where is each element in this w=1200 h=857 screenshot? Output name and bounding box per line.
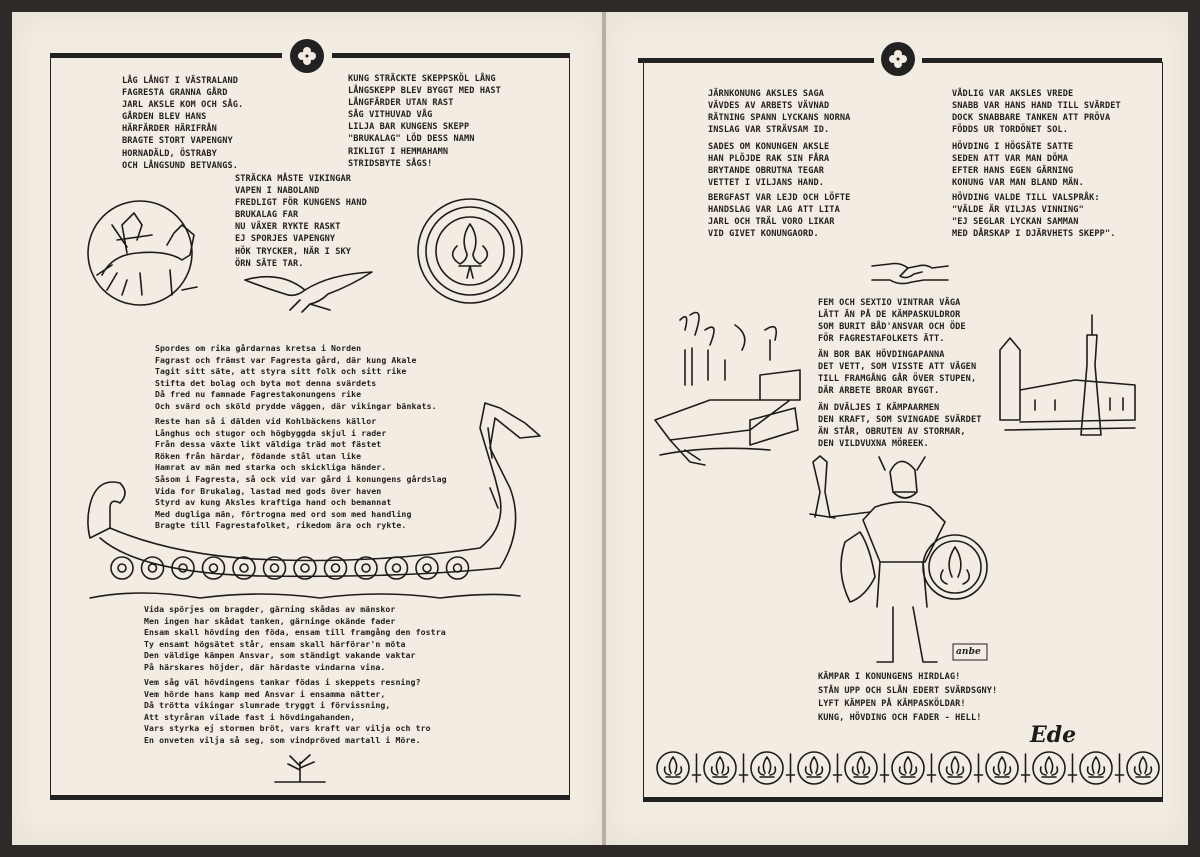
shield-boss-icon (332, 564, 340, 572)
text-line: Långhus och stugor och högbyggda skjul i rader (155, 427, 387, 438)
handshake-illustration (870, 258, 950, 288)
text-line: Vida spörjes om bragder, gärning skådas av mänskor (144, 604, 396, 614)
text-line: KUNG STRÄCKTE SKEPPSKÖL LÅNG (348, 74, 496, 84)
text-line: SÅG VITHUVAD VÅG (348, 110, 433, 121)
text-line: ÖRN SÄTE TAR. (235, 258, 304, 269)
poem-stanza (708, 88, 850, 136)
fleur-de-lis-icon (853, 757, 870, 777)
text-line: INSLAG VAR STRÄVSAM ID. (708, 125, 830, 136)
text-line: LÅG LÅNGT I VÄSTRALAND (122, 76, 239, 86)
poem-stanza (708, 192, 850, 240)
shield-boss-icon (301, 564, 309, 572)
text-line: Styrd av kung Aksles kraftiga hand och bemannat (155, 497, 392, 508)
text-line: ÄN DVÄLJES I KÄMPAARMEN (818, 403, 940, 413)
text-line: Den väldige kämpen Ansvar, som ständigt vakande vaktar (144, 650, 416, 661)
text-line: DÄR ARBETE BROAR BYGGT. (818, 386, 940, 397)
shield-icon (203, 557, 225, 579)
text-line: SADES OM KONUNGEN AKSLE (708, 142, 830, 152)
fleur-de-lis-icon (994, 757, 1011, 777)
shield-icon (355, 557, 377, 579)
text-line: DOCK SNABBARE TANKEN ATT PRÖVA (952, 113, 1111, 124)
text-line: NU VÄXER RYKTE RASKT (235, 222, 341, 233)
text-line: Bragte till Fagrestafolket, rikedom ära och rykte. (155, 520, 407, 531)
text-line: HORNADÄLD, ÖSTRABY (122, 148, 217, 159)
text-line: KUNG, HÖVDING OCH FADER - HELL! (818, 712, 982, 723)
text-line: Såsom i Fagresta, så ock vid var gård i konungens gårdslag (155, 474, 447, 484)
text-line: Hamrat av män med starka och skickliga händer. (155, 462, 387, 473)
fleur-de-lis-icon (806, 757, 823, 777)
text-line: DET VETT, SOM VISSTE ATT VÄGEN (818, 362, 977, 373)
text-line: SEDEN ATT VAR MAN DÖMA (952, 154, 1069, 165)
fleur-de-lis-icon (712, 757, 729, 777)
town-hall-illustration (995, 310, 1145, 450)
poem-stanza (235, 173, 367, 270)
poem-stanza (818, 349, 976, 397)
text-line: JÄRNKONUNG AKSLES SAGA (708, 89, 825, 99)
shield-icon (416, 557, 438, 579)
closing-verse (818, 671, 997, 725)
shield-boss-icon (149, 564, 157, 572)
tree-vignette-illustration (270, 752, 330, 784)
text-line: TILL FRAMGÅNG GÅR ÖVER STUPEN, (818, 374, 977, 385)
left-top-bar (50, 53, 282, 58)
text-line: MED DÅRSKAP I DJÄRVHETS SKEPP". (952, 229, 1116, 240)
text-line: Och svärd och sköld prydde väggen, där vikingar bänkats. (155, 400, 437, 411)
text-line: HÄRFÄRDER HÄRIFRÅN (122, 124, 217, 135)
poem-stanza (818, 402, 982, 450)
text-line: Men ingen har skådat tanken, gärninge okände fader (144, 615, 396, 626)
text-line: STÅN UPP OCH SLÅN EDERT SVÄRDSGNY! (818, 685, 998, 696)
text-line: VÅDLIG VAR AKSLES VREDE (952, 89, 1074, 99)
shield-icon (172, 557, 194, 579)
factory-landscape-illustration (650, 300, 805, 470)
prose-paragraph (144, 604, 446, 674)
shield-icon (447, 557, 469, 579)
poem-stanza (818, 297, 966, 345)
poem-stanza (122, 75, 243, 172)
sword-icon (1116, 754, 1124, 782)
sword-icon (881, 754, 889, 782)
shield-boss-icon (393, 564, 401, 572)
ship-shields-row (110, 548, 470, 588)
text-line: FREDLIGT FÖR KUNGENS HAND (235, 198, 367, 209)
shield-icon (111, 557, 133, 579)
fleur-de-lis-icon (1088, 757, 1105, 777)
lily-frieze-illustration (655, 748, 1160, 788)
text-line: BERGFAST VAR LEJD OCH LÖFTE (708, 193, 851, 203)
shield-icon (294, 557, 316, 579)
text-line: HÖVDING I HÖGSÄTE SATTE (952, 142, 1074, 152)
text-line: Med dugliga män, förtrogna med ord som med handling (155, 508, 412, 519)
text-line: VID GIVET KONUNGAORD. (708, 229, 819, 240)
shield-boss-icon (118, 564, 126, 572)
eagle-illustration (240, 268, 380, 316)
text-line: EJ SPORJES VAPENGNY (235, 234, 336, 245)
fleur-de-lis-icon (665, 757, 682, 777)
artist-mark: anbe (956, 647, 981, 657)
text-line: Spordes om rika gårdarnas kretsa i Norden (155, 343, 362, 353)
lily-coin-illustration (415, 196, 525, 306)
flower-emblem-icon (290, 39, 324, 73)
poem-stanza (348, 73, 501, 170)
text-line: STRIDSBYTE SÅGS! (348, 158, 433, 169)
text-line: KONUNG VAR MAN BLAND MÄN. (952, 178, 1084, 189)
text-line: STRÄCKA MÅSTE VIKINGAR (235, 174, 352, 184)
text-line: BRYTANDE OBRUTNA TEGAR (708, 166, 825, 177)
sword-icon (1069, 754, 1077, 782)
text-line: GÅRDEN BLEV HANS (122, 112, 207, 123)
text-line: Stifta det bolag och byta mot denna svärdets (155, 377, 377, 388)
text-line: Tagit sitt säte, att styra sitt folk och sitt rike (155, 366, 407, 377)
poem-stanza (708, 141, 829, 189)
sword-icon (975, 754, 983, 782)
text-line: BRUKALAG FAR (235, 210, 299, 221)
shield-icon (142, 557, 164, 579)
text-line: Ty ensamt högsätet står, ensam skall härförar'n möta (144, 638, 406, 649)
fleur-de-lis-icon (1041, 757, 1058, 777)
text-line: På härskares höjder, där härdaste vindarna vina. (144, 661, 386, 672)
text-line: Vars styrka ej stormen bröt, vars kraft var vilja och tro (144, 723, 431, 734)
sword-icon (787, 754, 795, 782)
sword-icon (693, 754, 701, 782)
shield-boss-icon (271, 564, 279, 572)
sword-icon (834, 754, 842, 782)
text-line: HÖK TRYCKER, NÄR I SKY (235, 246, 352, 257)
horseman-medallion-illustration (82, 195, 207, 310)
text-line: RIKLIGT I HEMMAHAMN (348, 146, 449, 157)
text-line: HANDSLAG VAR LAG ATT LITA (708, 205, 840, 216)
text-line: VAPEN I NABOLAND (235, 186, 320, 197)
fleur-de-lis-icon (947, 757, 964, 777)
text-line: ÄN STÅR, OBRUTEN AV STORMAR, (818, 427, 966, 438)
text-line: Från dessa växte likt väldiga träd mot fästet (155, 439, 382, 450)
text-line: VETTET I VILJANS HAND. (708, 178, 825, 189)
sword-icon (1022, 754, 1030, 782)
text-line: LÄTT ÄN PÅ DE KÄMPASKULDROR (818, 310, 961, 321)
text-line: "BRUKALAG" LÖD DESS NAMN (348, 134, 475, 145)
text-line: Vida for Brukalag, lastad med gods över haven (155, 485, 382, 496)
text-line: "EJ SEGLAR LYCKAN SAMMAN (952, 217, 1079, 228)
text-line: FAGRESTA GRANNA GÅRD (122, 88, 228, 99)
text-line: FEM OCH SEXTIO VINTRAR VÄGA (818, 298, 961, 308)
shield-icon (264, 557, 286, 579)
text-line: Reste han så i dälden vid Kohlbäckens källor (155, 416, 377, 426)
text-line: DEN VILDVUXNA MÖREEK. (818, 439, 929, 450)
text-line: JARL OCH TRÄL VORO LIKAR (708, 217, 835, 228)
poem-stanza (952, 192, 1116, 240)
prose-paragraph (144, 677, 431, 747)
shield-icon (233, 557, 255, 579)
left-bottom-bar (50, 795, 570, 800)
sword-icon (740, 754, 748, 782)
text-line: Röken från härdar, födande stål utan like (155, 450, 362, 461)
text-line: RÄTNING SPANN LYCKANS NORNA (708, 113, 851, 124)
text-line: FÖR FAGRESTAFOLKETS ÄTT. (818, 334, 945, 345)
right-top-bar-right (922, 58, 1162, 63)
text-line: LÅNGSKEPP BLEV BYGGT MED HAST (348, 86, 501, 97)
text-line: SOM BURIT BÅD'ANSVAR OCH ÖDE (818, 322, 966, 333)
text-line: LILJA BAR KUNGENS SKEPP (348, 122, 470, 133)
shield-boss-icon (423, 564, 431, 572)
text-line: VÄVDES AV ARBETS VÄVNAD (708, 101, 830, 112)
text-line: "VÄLDE ÄR VILJAS VINNING" (952, 205, 1084, 216)
text-line: Vem såg väl hövdingens tankar födas i skeppets resning? (144, 677, 421, 687)
shield-icon (386, 557, 408, 579)
text-line: ÄN BOR BAK HÖVDINGAPANNA (818, 350, 945, 360)
fleur-de-lis-icon (1135, 757, 1152, 777)
shield-icon (325, 557, 347, 579)
text-line: KÄMPAR I KONUNGENS HIRDLAG! (818, 672, 961, 682)
poem-stanza (952, 141, 1084, 189)
text-line: BRAGTE STORT VAPENGNY (122, 136, 233, 147)
text-line: JARL AKSLE KOM OCH SÅG. (122, 100, 244, 111)
text-line: Fagrast och främst var Fagresta gård, där kung Akale (155, 354, 417, 365)
text-line: DEN KRAFT, SOM SVINGADE SVÄRDET (818, 415, 982, 426)
right-top-bar (638, 58, 874, 63)
sword-icon (928, 754, 936, 782)
shield-boss-icon (179, 564, 187, 572)
shield-boss-icon (454, 564, 462, 572)
text-line: OCH LÅNGSUND BETVANGS. (122, 160, 239, 171)
shield-boss-icon (210, 564, 218, 572)
text-line: EFTER HANS EGEN GÄRNING (952, 166, 1074, 177)
text-line: En onveten vilja så seg, som vindpröved martall i Möre. (144, 734, 421, 745)
text-line: HAN PLÖJDE RAK SIN FÅRA (708, 154, 830, 165)
right-bottom-bar (643, 797, 1163, 802)
poem-stanza (952, 88, 1121, 136)
text-line: LYFT KÄMPEN PÅ KÄMPASKÖLDAR! (818, 699, 966, 710)
shield-boss-icon (362, 564, 370, 572)
text-line: Då trötta vikingar slumrade tryggt i förvissning, (144, 700, 391, 711)
fleur-de-lis-icon (900, 757, 917, 777)
fleur-de-lis-icon (759, 757, 776, 777)
text-line: SNABB VAR HANS HAND TILL SVÄRDET (952, 101, 1121, 112)
text-line: Vem hörde hans kamp med Ansvar i ensamma nätter, (144, 688, 386, 699)
text-line: Att styråran vilade fast i hövdingahanden, (144, 711, 356, 722)
text-line: HÖVDING VALDE TILL VALSPRÅK: (952, 193, 1100, 203)
text-line: LÅNGFÄRDER UTAN RAST (348, 98, 454, 109)
text-line: Ensam skall hövding den föda, ensam till framgång den fostra (144, 627, 446, 638)
shield-boss-icon (240, 564, 248, 572)
viking-warrior-illustration (805, 452, 995, 667)
text-line: FÖDDS UR TORDÖNET SOL. (952, 125, 1069, 136)
flower-emblem-icon (881, 42, 915, 76)
text-line: Då fred nu famnade Fagrestakonungens rike (155, 389, 362, 400)
left-top-bar-right (332, 53, 570, 58)
signature: Ede (1030, 722, 1077, 748)
